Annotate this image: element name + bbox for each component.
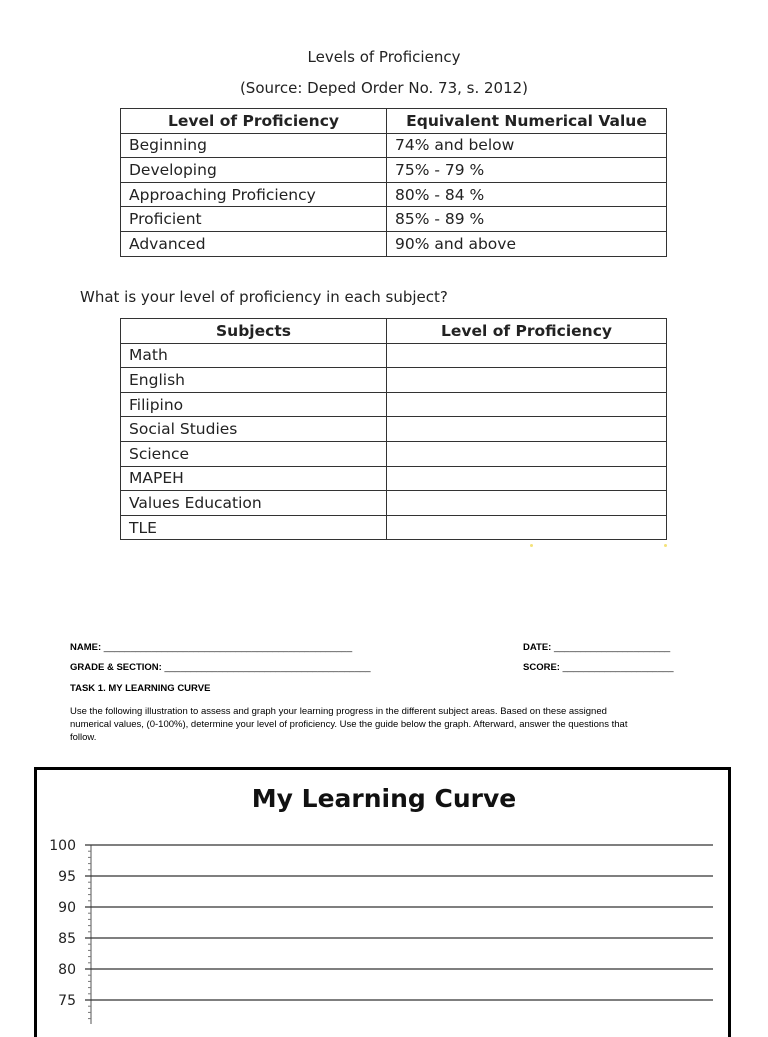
date-label: DATE: bbox=[523, 642, 552, 653]
value-cell: 74% and below bbox=[387, 133, 667, 158]
value-cell: 80% - 84 % bbox=[387, 182, 667, 207]
column-header: Level of Proficiency bbox=[121, 109, 387, 134]
value-cell: 90% and above bbox=[387, 231, 667, 256]
y-tick-label: 85 bbox=[58, 931, 76, 947]
y-tick-label: 80 bbox=[58, 962, 76, 978]
name-label: NAME: bbox=[70, 642, 102, 653]
subject-cell: Science bbox=[121, 441, 387, 466]
subject-cell: Filipino bbox=[121, 392, 387, 417]
value-cell: 75% - 79 % bbox=[387, 158, 667, 183]
chart-title: My Learning Curve bbox=[251, 784, 517, 813]
level-cell: Advanced bbox=[121, 231, 387, 256]
y-tick-label: 90 bbox=[58, 900, 76, 916]
y-tick-label: 75 bbox=[58, 993, 76, 1009]
instructions-line: follow. bbox=[70, 732, 97, 743]
y-tick-label: 95 bbox=[58, 869, 76, 885]
level-cell: Beginning bbox=[121, 133, 387, 158]
grade-section-label: GRADE & SECTION: bbox=[70, 662, 162, 673]
subject-cell: TLE bbox=[121, 515, 387, 540]
y-tick-label: 100 bbox=[49, 838, 76, 854]
level-cell: Proficient bbox=[121, 207, 387, 232]
page-title: Levels of Proficiency bbox=[307, 48, 461, 66]
subject-cell: Social Studies bbox=[121, 417, 387, 442]
subject-cell: MAPEH bbox=[121, 466, 387, 491]
level-cell: Approaching Proficiency bbox=[121, 182, 387, 207]
column-header: Subjects bbox=[121, 319, 387, 344]
instructions-line: numerical values, (0-100%), determine your level of proficiency. Use the guide below the graph. Afterward, answer the questions that bbox=[70, 719, 628, 730]
date-line: ______________________ bbox=[553, 642, 671, 653]
subject-cell: Values Education bbox=[121, 491, 387, 516]
proficiency-question: What is your level of proficiency in each subject? bbox=[80, 288, 448, 306]
instructions-line: Use the following illustration to assess and graph your learning progress in the different subject areas. Based on these assigned bbox=[70, 706, 607, 717]
score-line: _____________________ bbox=[562, 662, 674, 673]
column-header: Level of Proficiency bbox=[387, 319, 667, 344]
source-citation: (Source: Deped Order No. 73, s. 2012) bbox=[239, 79, 529, 97]
level-cell: Developing bbox=[121, 158, 387, 183]
task-title: TASK 1. MY LEARNING CURVE bbox=[70, 683, 211, 694]
subject-cell: English bbox=[121, 368, 387, 393]
name-line: _______________________________________________ bbox=[103, 642, 353, 653]
subject-cell: Math bbox=[121, 343, 387, 368]
score-label: SCORE: bbox=[523, 662, 560, 673]
value-cell: 85% - 89 % bbox=[387, 207, 667, 232]
grade-section-line: _______________________________________ bbox=[164, 662, 371, 673]
column-header: Equivalent Numerical Value bbox=[387, 109, 667, 134]
